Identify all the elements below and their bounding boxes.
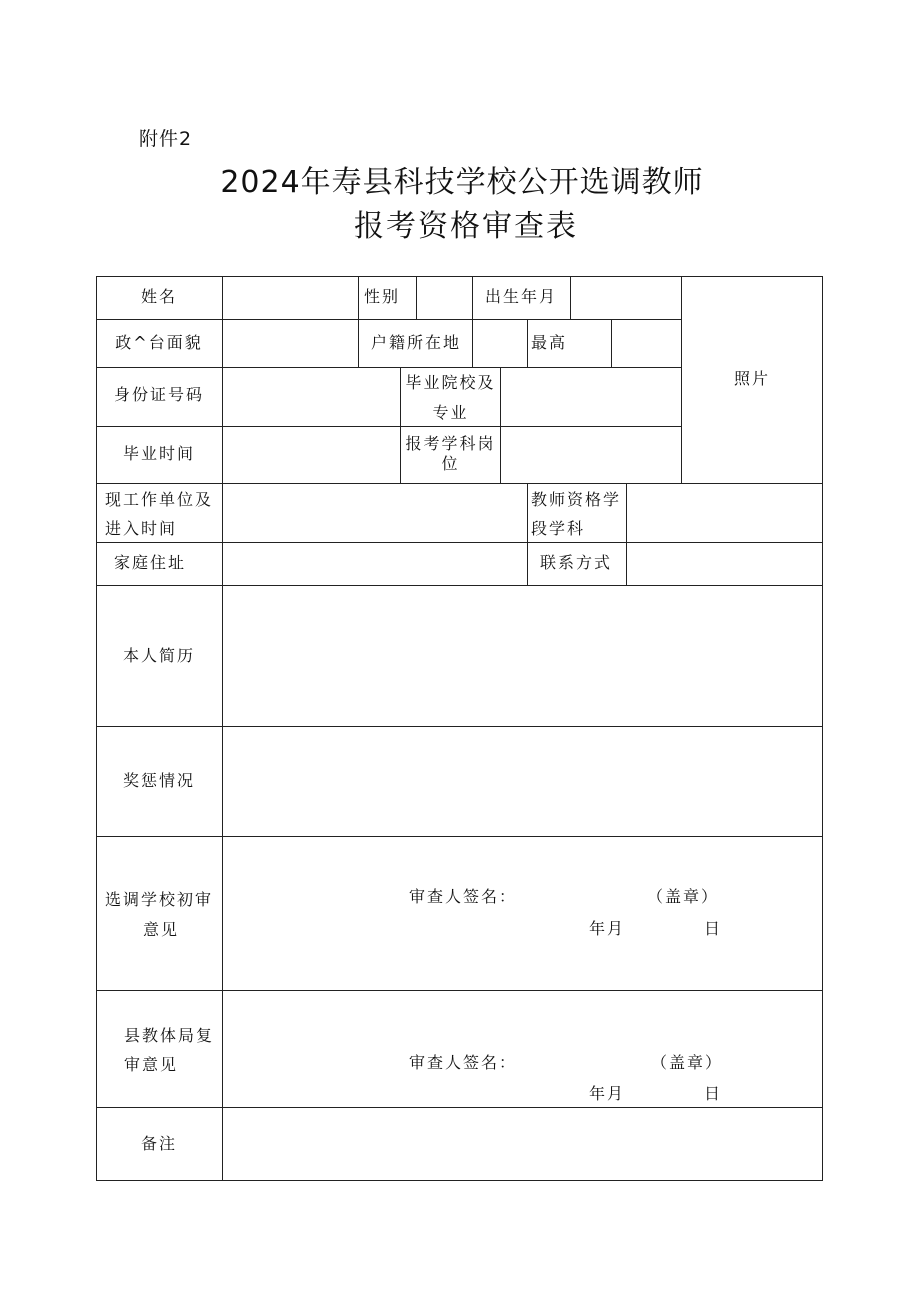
column-line bbox=[500, 367, 501, 484]
row-line bbox=[96, 426, 682, 427]
bureau-review-day: 日 bbox=[704, 1084, 723, 1103]
school-review-year-month: 年月 bbox=[589, 919, 626, 938]
label-rewards-penalties: 奖惩情况 bbox=[122, 771, 195, 790]
label-school-review-line2: 意见 bbox=[143, 920, 180, 939]
label-highest-education: 最高 bbox=[531, 333, 568, 352]
row-line bbox=[96, 836, 823, 837]
label-remarks: 备注 bbox=[140, 1134, 177, 1153]
birth-value-cell[interactable] bbox=[571, 277, 681, 319]
label-contact: 联系方式 bbox=[540, 553, 613, 572]
label-household-registration: 户籍所在地 bbox=[371, 333, 462, 352]
label-school-review-line1: 选调学校初审 bbox=[105, 890, 214, 909]
column-line bbox=[358, 276, 359, 368]
column-line bbox=[611, 319, 612, 368]
table-border-left bbox=[96, 276, 97, 1181]
label-political-status: 政^台面貌 bbox=[115, 333, 203, 352]
label-home-address: 家庭住址 bbox=[114, 553, 187, 572]
table-border-right bbox=[822, 276, 823, 1181]
column-line bbox=[626, 483, 627, 586]
column-line bbox=[472, 276, 473, 368]
label-school-major-line1: 毕业院校及 bbox=[405, 373, 496, 392]
label-work-unit-line1: 现工作单位及 bbox=[105, 490, 214, 509]
gender-value-cell[interactable] bbox=[417, 277, 472, 319]
name-value-cell[interactable] bbox=[223, 277, 358, 319]
label-name: 姓名 bbox=[140, 287, 177, 306]
row-line bbox=[96, 990, 823, 991]
row-line bbox=[96, 542, 823, 543]
row-line bbox=[96, 367, 682, 368]
row-line bbox=[96, 483, 823, 484]
label-teacher-cert-line1: 教师资格学 bbox=[531, 490, 622, 509]
awards-value-cell[interactable] bbox=[223, 727, 822, 836]
remarks-value-cell[interactable] bbox=[223, 1108, 822, 1180]
column-line bbox=[681, 276, 682, 484]
label-birth-date: 出生年月 bbox=[485, 287, 558, 306]
row-line bbox=[96, 319, 682, 320]
label-bureau-review-line2: 审意见 bbox=[124, 1055, 179, 1074]
attachment-label: 附件2 bbox=[139, 128, 193, 150]
label-teacher-cert-line2: 段学科 bbox=[531, 519, 586, 538]
column-line bbox=[527, 483, 528, 586]
label-applied-post-line2: 位 bbox=[441, 454, 460, 473]
label-photo: 照片 bbox=[734, 369, 771, 388]
bureau-review-year-month: 年月 bbox=[589, 1084, 626, 1103]
page-title: 2024年寿县科技学校公开选调教师 bbox=[220, 165, 704, 200]
school-seal: （盖章） bbox=[647, 887, 720, 906]
label-bureau-review-line1: 县教体局复 bbox=[124, 1026, 215, 1045]
label-resume: 本人简历 bbox=[122, 646, 195, 665]
label-graduation-time: 毕业时间 bbox=[122, 444, 195, 463]
label-id-number: 身份证号码 bbox=[113, 385, 204, 404]
school-review-day: 日 bbox=[704, 919, 723, 938]
table-border-bottom bbox=[96, 1180, 823, 1181]
label-gender: 性别 bbox=[364, 287, 401, 306]
label-school-major-line2: 专业 bbox=[432, 403, 469, 422]
resume-value-cell[interactable] bbox=[223, 586, 822, 726]
page-subtitle: 报考资格审查表 bbox=[354, 209, 578, 244]
bureau-reviewer-signature: 审查人签名： bbox=[409, 1053, 518, 1072]
label-work-unit-line2: 进入时间 bbox=[105, 519, 178, 538]
column-line bbox=[527, 319, 528, 368]
bureau-seal: （盖章） bbox=[651, 1053, 724, 1072]
label-applied-post-line1: 报考学科岗 bbox=[405, 434, 496, 453]
school-reviewer-signature: 审查人签名： bbox=[409, 887, 518, 906]
